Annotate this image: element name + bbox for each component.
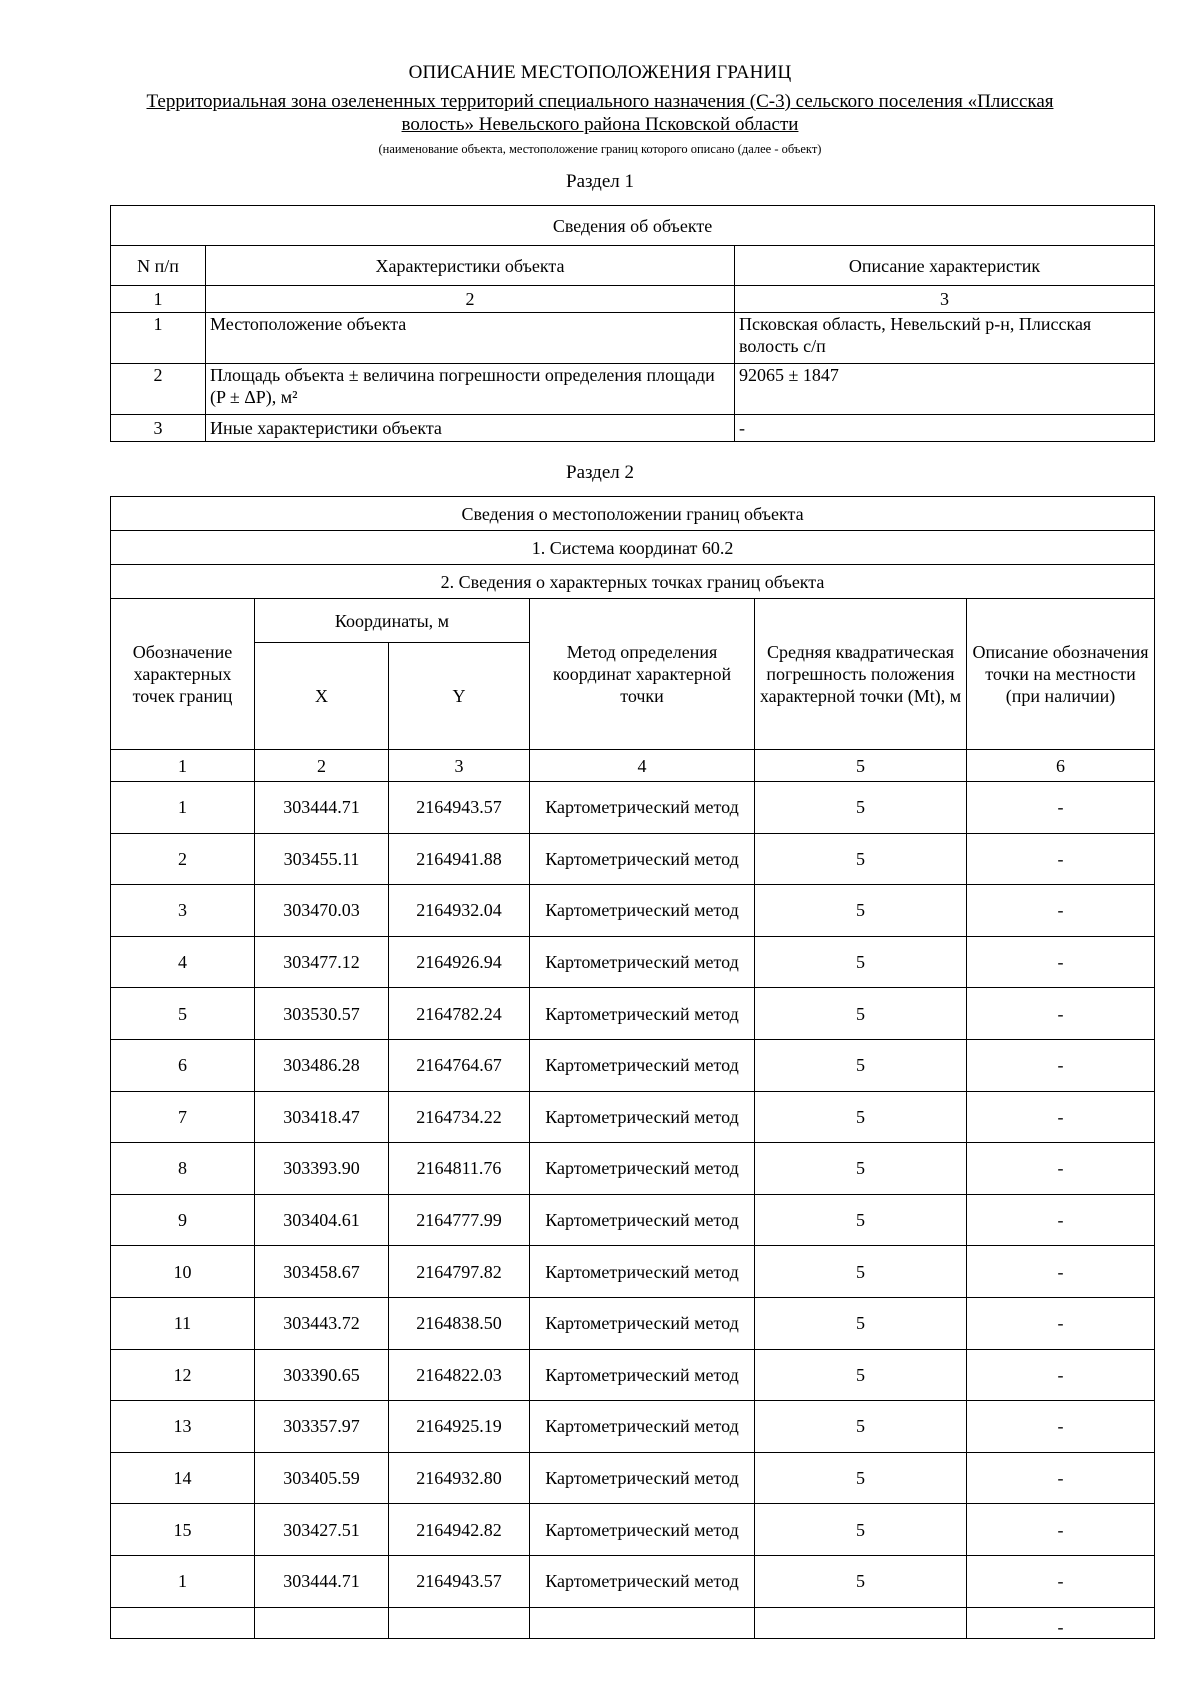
- table-row: [111, 1401, 1155, 1453]
- point-y: 2164764.67: [389, 1039, 530, 1091]
- point-x: 303444.71: [255, 782, 389, 834]
- point-mt: 5: [755, 988, 967, 1040]
- boundary-points-table: [110, 496, 1155, 1639]
- point-id: 7: [111, 1091, 255, 1143]
- table-row: [111, 1246, 1155, 1298]
- point-id: 6: [111, 1039, 255, 1091]
- empty-cell: [111, 1607, 255, 1638]
- point-x: 303530.57: [255, 988, 389, 1040]
- point-mt: 5: [755, 1143, 967, 1195]
- table-row: [111, 782, 1155, 834]
- point-y: 2164926.94: [389, 936, 530, 988]
- header-point-description: Описание обозначения точки на местности (при наличии): [967, 599, 1155, 750]
- coordinate-system: 1. Система координат 60.2: [111, 531, 1155, 565]
- header-y: Y: [389, 643, 530, 750]
- section1-label: Раздел 1: [566, 171, 634, 192]
- table-row: [111, 936, 1155, 988]
- point-method: Картометрический метод: [530, 1039, 755, 1091]
- boundary-table-title: Сведения о местоположении границ объекта: [111, 497, 1155, 531]
- header-x: X: [255, 643, 389, 750]
- table-row: [111, 1297, 1155, 1349]
- col-number: 3: [735, 286, 1155, 313]
- col-number: 2: [255, 750, 389, 782]
- point-method: Картометрический метод: [530, 1143, 755, 1195]
- col-number: 2: [206, 286, 735, 313]
- point-x: 303470.03: [255, 885, 389, 937]
- table-row: [111, 1349, 1155, 1401]
- object-info-title: Сведения об объекте: [111, 206, 1155, 246]
- point-id: 2: [111, 833, 255, 885]
- point-description: -: [967, 1349, 1155, 1401]
- row-description: -: [735, 415, 1155, 442]
- row-description: 92065 ± 1847: [735, 364, 1155, 415]
- point-method: Картометрический метод: [530, 936, 755, 988]
- table-row: [111, 1452, 1155, 1504]
- object-name: Территориальная зона озелененных территорий специального назначения (С-3) сельского поселения «Плисская волость» Невельского района Псковской области: [146, 91, 1054, 135]
- point-y: 2164782.24: [389, 988, 530, 1040]
- point-description: -: [967, 1091, 1155, 1143]
- point-x: 303390.65: [255, 1349, 389, 1401]
- point-y: 2164932.80: [389, 1452, 530, 1504]
- point-y: 2164822.03: [389, 1349, 530, 1401]
- point-y: 2164734.22: [389, 1091, 530, 1143]
- point-id: 11: [111, 1297, 255, 1349]
- point-method: Картометрический метод: [530, 988, 755, 1040]
- header-characteristics: Характеристики объекта: [206, 246, 735, 286]
- table-row: [111, 1194, 1155, 1246]
- point-description: -: [967, 1297, 1155, 1349]
- col-number: 6: [967, 750, 1155, 782]
- point-y: 2164925.19: [389, 1401, 530, 1453]
- row-description: Псковская область, Невельский р-н, Плисская волость с/п: [735, 313, 1155, 364]
- header-method: Метод определения координат характерной точки: [530, 599, 755, 750]
- point-id: 4: [111, 936, 255, 988]
- table-row: [111, 988, 1155, 1040]
- point-y: 2164943.57: [389, 782, 530, 834]
- header-coords: Координаты, м: [255, 599, 530, 643]
- point-method: Картометрический метод: [530, 1297, 755, 1349]
- row-number: 1: [111, 313, 206, 364]
- header-designation: Обозначение характерных точек границ: [111, 599, 255, 750]
- row-number: 3: [111, 415, 206, 442]
- empty-cell: [255, 1607, 389, 1638]
- col-number: 1: [111, 286, 206, 313]
- row-characteristic: Местоположение объекта: [206, 313, 735, 364]
- point-x: 303405.59: [255, 1452, 389, 1504]
- row-number: 2: [111, 364, 206, 415]
- col-number: 1: [111, 750, 255, 782]
- point-mt: 5: [755, 1246, 967, 1298]
- point-description: -: [967, 936, 1155, 988]
- point-y: 2164943.57: [389, 1555, 530, 1607]
- point-id: 9: [111, 1194, 255, 1246]
- point-id: 15: [111, 1504, 255, 1556]
- point-y: 2164932.04: [389, 885, 530, 937]
- empty-cell: [389, 1607, 530, 1638]
- table-row: [111, 1039, 1155, 1091]
- point-mt: 5: [755, 1297, 967, 1349]
- point-method: Картометрический метод: [530, 833, 755, 885]
- point-y: 2164797.82: [389, 1246, 530, 1298]
- col-number: 5: [755, 750, 967, 782]
- point-mt: 5: [755, 1452, 967, 1504]
- point-x: 303418.47: [255, 1091, 389, 1143]
- point-description: -: [967, 988, 1155, 1040]
- points-title: 2. Сведения о характерных точках границ объекта: [111, 565, 1155, 599]
- point-x: 303477.12: [255, 936, 389, 988]
- col-number: 4: [530, 750, 755, 782]
- empty-cell: [755, 1607, 967, 1638]
- point-description: -: [967, 1555, 1155, 1607]
- point-method: Картометрический метод: [530, 1401, 755, 1453]
- col-number: 3: [389, 750, 530, 782]
- object-info-table: [110, 205, 1155, 442]
- point-description: -: [967, 782, 1155, 834]
- point-method: Картометрический метод: [530, 782, 755, 834]
- point-method: Картометрический метод: [530, 1555, 755, 1607]
- point-description: -: [967, 1194, 1155, 1246]
- point-x: 303443.72: [255, 1297, 389, 1349]
- point-description: -: [967, 1401, 1155, 1453]
- point-method: Картометрический метод: [530, 1349, 755, 1401]
- point-x: 303393.90: [255, 1143, 389, 1195]
- point-mt: 5: [755, 782, 967, 834]
- point-mt: 5: [755, 1555, 967, 1607]
- point-y: 2164811.76: [389, 1143, 530, 1195]
- row-characteristic: Иные характеристики объекта: [206, 415, 735, 442]
- point-mt: 5: [755, 1349, 967, 1401]
- point-id: 1: [111, 1555, 255, 1607]
- point-description: -: [967, 833, 1155, 885]
- point-method: Картометрический метод: [530, 1452, 755, 1504]
- point-y: 2164941.88: [389, 833, 530, 885]
- header-error: Средняя квадратическая погрешность положения характерной точки (Mt), м: [755, 599, 967, 750]
- point-id: 12: [111, 1349, 255, 1401]
- point-x: 303486.28: [255, 1039, 389, 1091]
- point-x: 303455.11: [255, 833, 389, 885]
- point-description: -: [967, 1246, 1155, 1298]
- row-characteristic: Площадь объекта ± величина погрешности определения площади (P ± ΔP), м²: [206, 364, 735, 415]
- point-mt: 5: [755, 1504, 967, 1556]
- point-mt: 5: [755, 936, 967, 988]
- point-id: 8: [111, 1143, 255, 1195]
- header-description: Описание характеристик: [735, 246, 1155, 286]
- point-method: Картометрический метод: [530, 1194, 755, 1246]
- point-x: 303404.61: [255, 1194, 389, 1246]
- point-description: -: [967, 1452, 1155, 1504]
- table-row: [111, 885, 1155, 937]
- table-row: [111, 1555, 1155, 1607]
- point-x: 303444.71: [255, 1555, 389, 1607]
- point-mt: 5: [755, 1194, 967, 1246]
- point-y: 2164942.82: [389, 1504, 530, 1556]
- point-method: Картометрический метод: [530, 1091, 755, 1143]
- point-mt: 5: [755, 885, 967, 937]
- empty-cell: [530, 1607, 755, 1638]
- point-x: 303458.67: [255, 1246, 389, 1298]
- trailing-description: -: [967, 1607, 1155, 1638]
- table-row: [111, 1091, 1155, 1143]
- point-mt: 5: [755, 1039, 967, 1091]
- point-id: 10: [111, 1246, 255, 1298]
- point-method: Картометрический метод: [530, 885, 755, 937]
- point-y: 2164777.99: [389, 1194, 530, 1246]
- table-row: [111, 1504, 1155, 1556]
- header-n: N п/п: [111, 246, 206, 286]
- section2-label: Раздел 2: [566, 462, 634, 483]
- point-x: 303427.51: [255, 1504, 389, 1556]
- point-method: Картометрический метод: [530, 1246, 755, 1298]
- table-row: [111, 1143, 1155, 1195]
- point-method: Картометрический метод: [530, 1504, 755, 1556]
- point-mt: 5: [755, 833, 967, 885]
- point-id: 14: [111, 1452, 255, 1504]
- points-body: [111, 782, 1155, 1608]
- point-id: 3: [111, 885, 255, 937]
- point-id: 5: [111, 988, 255, 1040]
- point-description: -: [967, 1504, 1155, 1556]
- point-id: 13: [111, 1401, 255, 1453]
- point-description: -: [967, 1039, 1155, 1091]
- table-row: [111, 833, 1155, 885]
- object-note: (наименование объекта, местоположение границ которого описано (далее - объект): [378, 142, 822, 156]
- point-y: 2164838.50: [389, 1297, 530, 1349]
- point-x: 303357.97: [255, 1401, 389, 1453]
- point-description: -: [967, 885, 1155, 937]
- document-title: ОПИСАНИЕ МЕСТОПОЛОЖЕНИЯ ГРАНИЦ: [408, 62, 792, 83]
- point-mt: 5: [755, 1401, 967, 1453]
- point-description: -: [967, 1143, 1155, 1195]
- point-mt: 5: [755, 1091, 967, 1143]
- point-id: 1: [111, 782, 255, 834]
